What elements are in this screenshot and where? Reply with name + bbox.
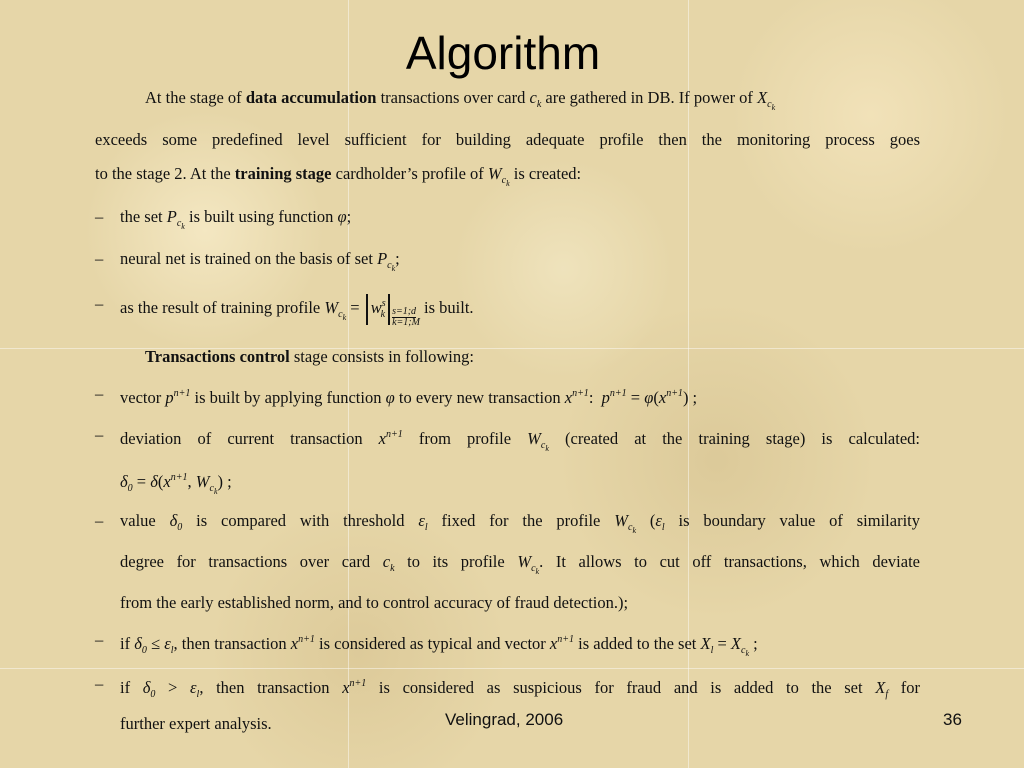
slide-page-number: 36	[943, 710, 962, 729]
grid-line-h2	[0, 668, 1024, 669]
paragraph-data-accumulation-line1: At the stage of data accumulation transactions over card $c_k$ are gathered in DB. If power of $X_{c_k}$	[145, 88, 776, 112]
profile-index-limits: s=1;d k=1;M	[392, 306, 420, 328]
bullet-dash: –	[95, 425, 104, 444]
bullet-suspicious: if $\delta_0 > \varepsilon_l$, then transaction $x^{n+1}$ is considered as suspicious for fraud and is added to the set $X_f$ for	[120, 678, 921, 700]
bullet-dash: –	[95, 511, 104, 530]
paragraph-data-accumulation-line3: to the stage 2. At the training stage cardholder’s profile of $W_{c_k}$ is created:	[95, 164, 582, 188]
bullet-vector-built: vector $p^{n+1}$ is built by applying function φ to every new transaction $x^{n+1}$: $p^{n+1} = \varphi(x^{n+1})$ ;	[120, 388, 698, 407]
bullet-threshold-line1: value $\delta_0$ is compared with threshold $\varepsilon_l$ fixed for the profile $W_{c_k}$ ($\varepsilon_l$ is boundary value of similarity	[120, 511, 920, 535]
bullet-deviation: deviation of current transaction $x^{n+1}$ from profile $W_{c_k}$ (created at the training stage) is calculated:	[120, 429, 920, 453]
paragraph-transactions-control: Transactions control stage consists in following:	[145, 347, 474, 366]
bullet-threshold-line2: degree for transactions over card $c_k$ to its profile $W_{c_k}$. It allows to cut off transactions, which deviate	[120, 552, 921, 576]
bullet-dash: –	[95, 294, 104, 313]
formula-delta-zero: $\delta_0 = \delta(x^{n+1}$, $W_{c_k}$) ;	[120, 472, 232, 496]
bullet-suspicious-line2: further expert analysis.	[120, 714, 272, 733]
bullet-profile-built: as the result of training profile $W_{c_k} = w^s_k$ s=1;d k=1;M is built.	[120, 294, 920, 328]
bullet-dash: –	[95, 207, 104, 226]
bullet-neural-net: neural net is trained on the basis of set $P_{c_k}$;	[120, 249, 400, 273]
bullet-typical: if $\delta_0 \le \varepsilon_l$, then transaction $x^{n+1}$ is considered as typical and vector $x^{n+1}$ is added to the set $X_l = X_{c_k}$ ;	[120, 634, 758, 658]
bullet-dash: –	[95, 630, 104, 649]
slide-title: Algorithm	[405, 27, 601, 79]
bullet-set-built: the set $P_{c_k}$ is built using function φ;	[120, 207, 352, 231]
footer-location-year: Velingrad, 2006	[445, 710, 564, 729]
bullet-dash: –	[95, 674, 104, 693]
bullet-dash: –	[95, 384, 104, 403]
bullet-threshold-line3: from the early established norm, and to control accuracy of fraud detection.);	[120, 593, 629, 612]
paragraph-data-accumulation-line2: exceeds some predefined level sufficient for building adequate profile then the monitoring process goes	[95, 130, 920, 149]
bullet-dash: –	[95, 249, 104, 268]
